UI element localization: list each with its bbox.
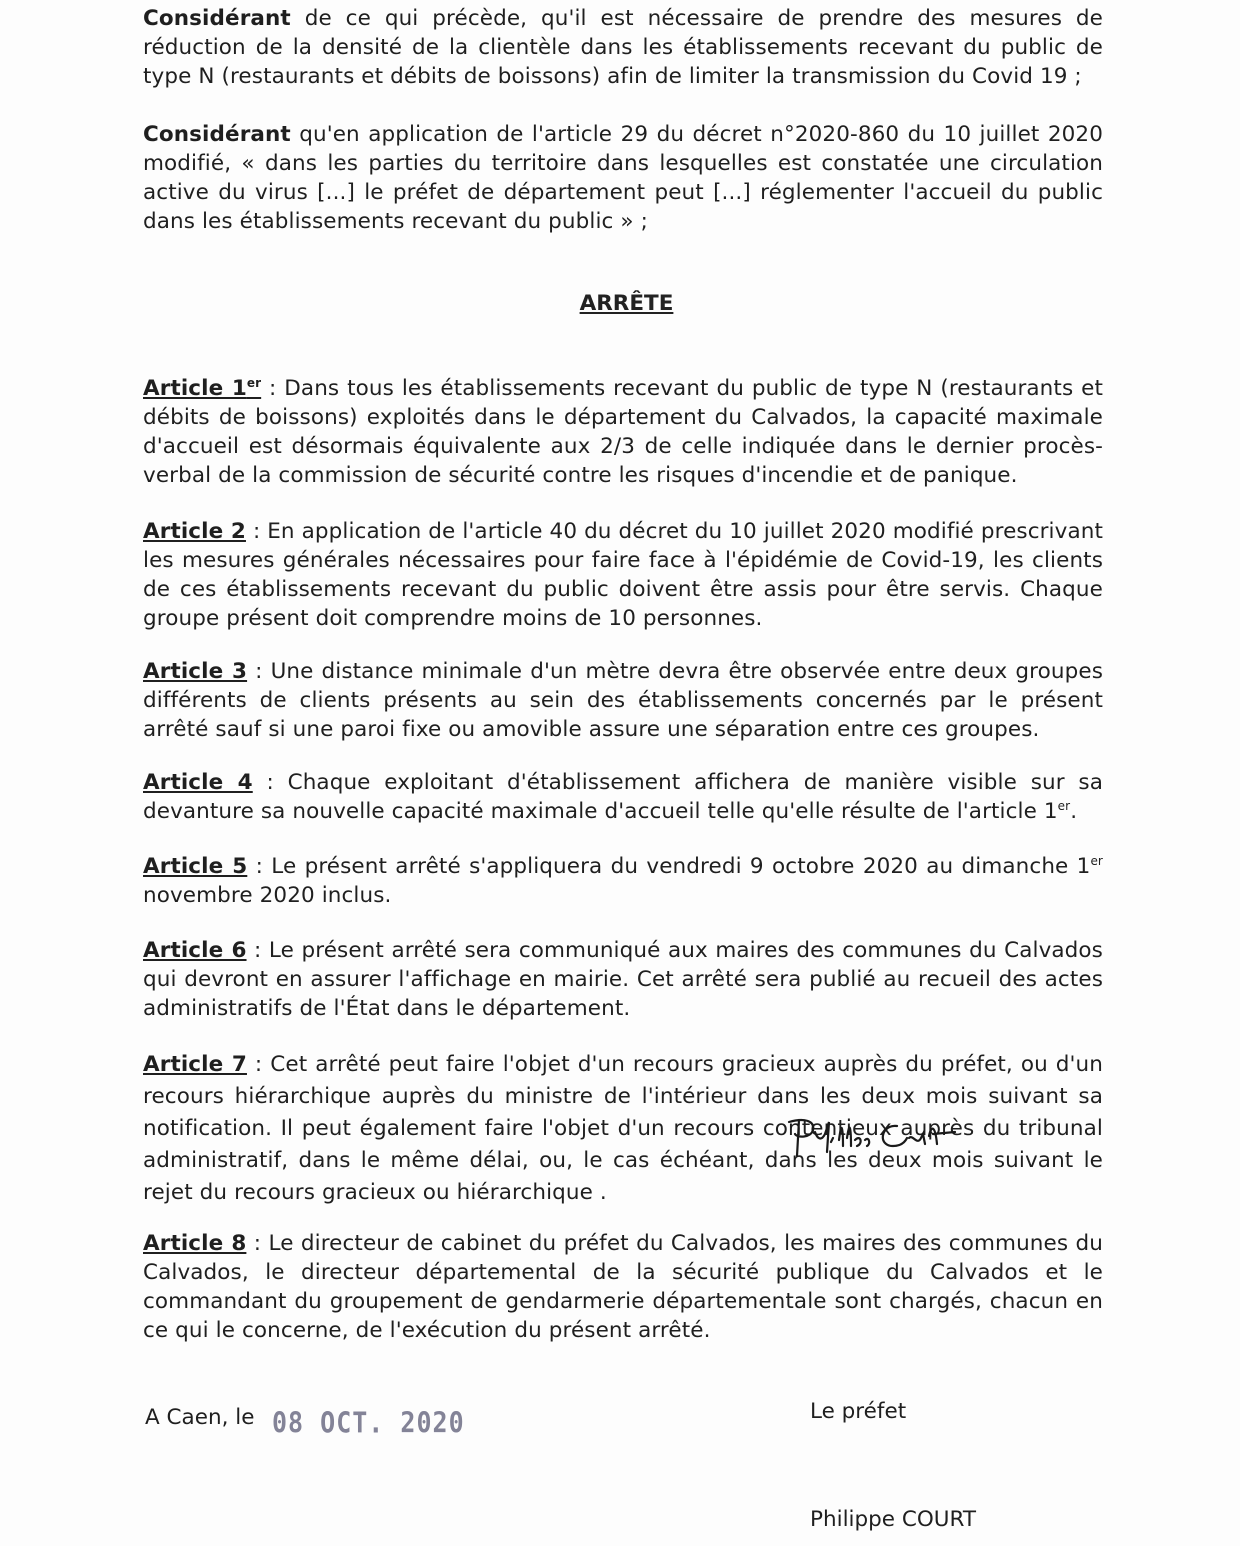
article-8 xyxy=(143,1229,1103,1345)
article-2 xyxy=(143,517,1103,633)
considerant-text: de ce qui précède, qu'il est nécessaire de prendre des mesures de réduction de la densité de la clientèle dans les établissements recevant du public de type N (restaurants et débits de boissons) afin de limiter la transmission du Covid 19 ; xyxy=(143,6,1103,89)
considerant-text: qu'en application de l'article 29 du décret n°2020-860 du 10 juillet 2020 modifié, « dans les parties du territoire dans lesquelles est constatée une circulation active du virus [...] le préfet de département peut [...] réglementer l'accueil du public dans les établissements recevant du public » ; xyxy=(143,122,1103,234)
article-label: Article 6 xyxy=(143,938,247,963)
article-text: : Une distance minimale d'un mètre devra être observée entre deux groupes différents de clients présents au sein des établissements concernés par le présent arrêté sauf si une paroi fixe ou amovible assure une séparation entre ces groupes. xyxy=(143,659,1103,742)
place-date-label: A Caen, le xyxy=(145,1405,255,1430)
article-4: Article 4 : Chaque exploitant d'établissement affichera de manière visible sur sa devanture sa nouvelle capacité maximale d'accueil telle qu'elle résulte de l'article 1er. xyxy=(143,770,1103,824)
arrete-heading: ARRÊTE xyxy=(579,291,674,316)
article-label: Article 1er xyxy=(143,375,262,401)
article-1 xyxy=(143,374,1103,490)
signer-name: Philippe COURT xyxy=(810,1507,977,1532)
article-5: Article 5 : Le présent arrêté s'appliquera du vendredi 9 octobre 2020 au dimanche 1er novembre 2020 inclus. xyxy=(143,853,1103,908)
article-text: : Le présent arrêté s'appliquera du vendredi 9 octobre 2020 au dimanche 1 xyxy=(247,854,1091,879)
article-text: : Dans tous les établissements recevant du public de type N (restaurants et débits de boissons) exploités dans le département du Calvados, la capacité maximale d'accueil est désormais équivalente aux 2/3 de celle indiquée dans le dernier procès-verbal de la commission de sécurité contre les risques d'incendie et de panique. xyxy=(143,376,1103,488)
article-text: : Chaque exploitant d'établissement affichera de manière visible sur sa devanture sa nouvelle capacité maximale d'accueil telle qu'elle résulte de l'article 1 xyxy=(143,770,1103,824)
article-label: Article 2 xyxy=(143,519,246,544)
article-label: Article 3 xyxy=(143,659,248,684)
considerant-paragraph-1 xyxy=(143,4,1103,91)
signer-title: Le préfet xyxy=(810,1399,907,1424)
article-6 xyxy=(143,936,1103,1023)
article-text: : Le présent arrêté sera communiqué aux maires des communes du Calvados qui devront en assurer l'affichage en mairie. Cet arrêté sera publié au recueil des actes administratifs de l'État dans le département. xyxy=(143,938,1103,1021)
article-text: : Cet arrêté peut faire l'objet d'un recours gracieux auprès du préfet, ou d'un recours hiérarchique auprès du ministre de l'intérieur dans les deux mois suivant sa notification. Il peut également faire l'objet d'un recours contentieux auprès du tribunal administratif, dans le même délai, ou, le cas échéant, dans les deux mois suivant le rejet du recours gracieux ou hiérarchique . xyxy=(143,1052,1103,1205)
considerant-label: Considérant xyxy=(143,6,291,31)
date-stamp: 08 OCT. 2020 xyxy=(272,1405,465,1440)
article-label: Article 5 xyxy=(143,854,248,879)
article-text: : Le directeur de cabinet du préfet du Calvados, les maires des communes du Calvados, le directeur départemental de la sécurité publique du Calvados et le commandant du groupement de gendarmerie départementale sont chargés, chacun en ce qui le concerne, de l'exécution du présent arrêté. xyxy=(143,1231,1104,1343)
article-label: Article 8 xyxy=(143,1231,247,1256)
article-text: : En application de l'article 40 du décret du 10 juillet 2020 modifié prescrivant les mesures générales nécessaires pour faire face à l'épidémie de Covid-19, les clients de ces établissements recevant du public doivent être assis pour être servis. Chaque groupe présent doit comprendre moins de 10 personnes. xyxy=(143,519,1103,631)
article-3 xyxy=(143,657,1103,744)
handwritten-signature xyxy=(785,1116,965,1164)
considerant-label: Considérant xyxy=(143,122,291,147)
considerant-paragraph-2 xyxy=(143,120,1103,236)
article-label: Article 4 xyxy=(143,770,253,795)
article-label: Article 7 xyxy=(143,1052,247,1077)
